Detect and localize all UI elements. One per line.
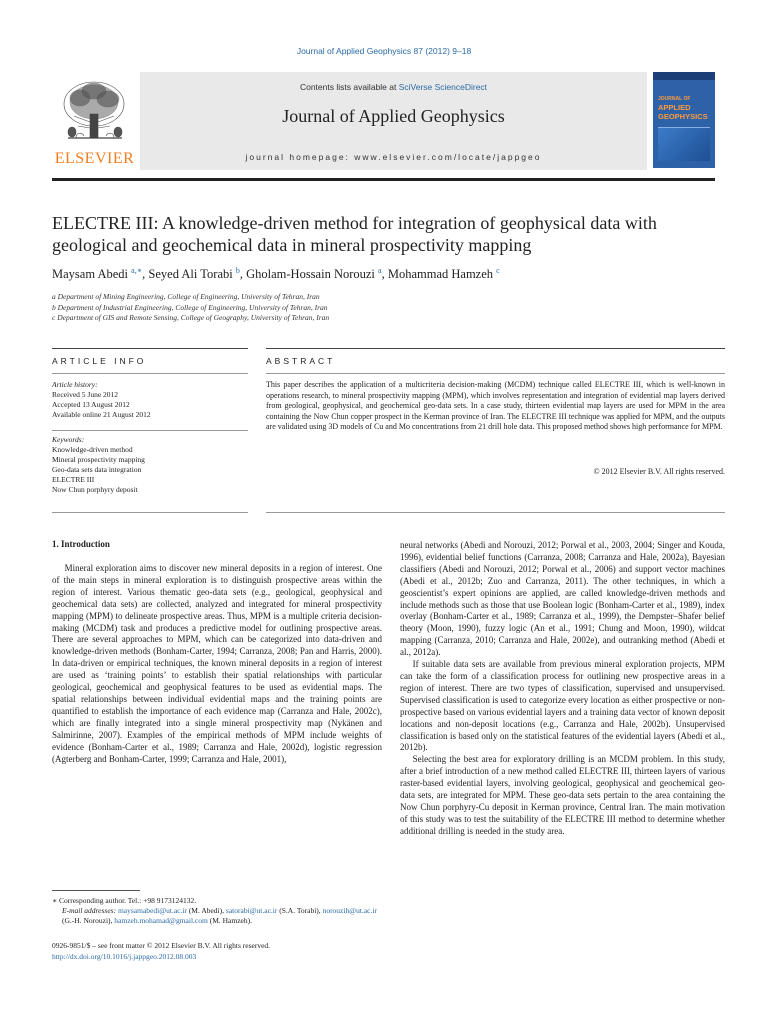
author-name: Maysam Abedi — [52, 267, 129, 282]
footnotes — [52, 896, 382, 926]
body-left-column — [52, 563, 382, 765]
email-link[interactable]: norouzih@ut.ac.ir — [322, 906, 377, 915]
article-info-rule — [52, 348, 248, 349]
email-label: E-mail addresses: — [62, 906, 118, 915]
elsevier-tree-logo — [52, 72, 137, 168]
keywords-label: Keywords: — [52, 435, 85, 444]
affiliations — [52, 292, 715, 324]
author-list — [52, 266, 715, 282]
keywords-divider — [52, 430, 248, 431]
email-link[interactable]: satorabi@ut.ac.ir — [225, 906, 278, 915]
cover-band — [653, 72, 715, 80]
paper-title: ELECTRE III: A knowledge-driven method for integration of geophysical data with geological and geochemical data in mineral prospectivity mapping — [52, 213, 657, 255]
author-name: Gholam-Hossain Norouzi — [246, 267, 375, 282]
keyword: ELECTRE III — [52, 475, 95, 484]
journal-header-box — [140, 72, 647, 170]
author-separator: , — [239, 267, 247, 282]
author-separator: , — [142, 267, 149, 282]
cover-title-line1: JOURNAL OF — [658, 96, 691, 102]
article-info-endrule — [52, 512, 248, 513]
email-link[interactable]: maysamabedi@ut.ac.ir — [117, 906, 187, 915]
affiliation: a Department of Mining Engineering, College of Engineering, University of Tehran, Iran — [52, 292, 320, 301]
email-link[interactable]: hamzeh.mohamad@gmail.com — [114, 916, 208, 925]
abstract-rule — [266, 348, 725, 349]
sciverse-link[interactable]: SciVerse ScienceDirect — [398, 82, 488, 92]
corresponding-author-note: ∗ Corresponding author. Tel.: +98 9173124132. — [52, 896, 197, 905]
keyword: Geo-data sets data integration — [52, 465, 142, 474]
journal-cover — [653, 72, 715, 168]
abstract-subrule — [266, 373, 725, 374]
article-info-subrule — [52, 373, 248, 374]
abstract-heading: ABSTRACT — [266, 356, 336, 366]
email-owner: (M. Hamzeh). — [207, 916, 252, 925]
email-owner: (S.A. Torabi), — [277, 906, 321, 915]
contents-line — [140, 82, 647, 92]
abstract-text: This paper describes the application of a multicriteria decision-making (MCDM) technique called ELECTRE III, which is well-known in operations research, to mineral prospectivity mapping (MPM), which involves representation and integration of evidential map layers derived from geological, geophysical, and geochemical geo-data sets. In a case study, thirteen evidential map layers are used for MPM in the area containing the Now Chun copper prospect in the Kerman province of Iran. The ELECTRE III technique was applied for MPM, and the outputs are validated using 3D models of Cu and Mo concentrations from 21 drill hole data. This proposed method shows high performance for MPM. — [266, 380, 725, 431]
journal-homepage[interactable]: journal homepage: www.elsevier.com/locate/jappgeo — [245, 152, 542, 162]
affiliation: b Department of Industrial Engineering, College of Engineering, University of Tehran, Iran — [52, 302, 328, 312]
history-item: Available online 21 August 2012 — [52, 410, 151, 419]
history-item: Received 5 June 2012 — [52, 390, 119, 399]
cover-artwork — [658, 127, 710, 161]
copyright-notice: © 2012 Elsevier B.V. All rights reserved. — [593, 467, 725, 476]
keyword: Mineral prospectivity mapping — [52, 455, 145, 464]
body-paragraph: Mineral exploration aims to discover new mineral deposits in a region of interest. One of the main steps in mineral exploration is to distinguish prospective areas within the region of interest. Various thematic geo-data sets (e.g., geological, geophysical and geochemical data sets) are collected, analyzed and integrated for mineral prospectivity mapping (MPM) to delineate prospective areas. Thus, MPM is a multiple criteria decision-making (MCDM) task and produces a predictive model for outlining prospective areas. There are several approaches to MPM, which can be categorized into data-driven and knowledge-driven methods (Bonham-Carter, 1994; Carranza, 2008; Pan and Harris, 2000). In data-driven or empirical techniques, the known mineral deposits in a region of interest are used as ‘training points’ to establish their spatial relationships with particular geological, geochemical and geophysical features to be used as evidential maps. The spatial relationships between individual evidential maps and the training points are quantified to establish the importance of each evidence map (Carranza and Hale, 2002c), which are finally integrated into a single mineral prospectivity map (Nykänen and Salmirinne, 2007). Examples of the empirical methods of MPM include weights of evidence (Bonham-Carter et al., 1989; Carranza and Hale, 2002d), logistic regression (Agterberg and Bonham-Carter, 1999; Carranza and Hale, 2001), — [52, 563, 382, 764]
issn-line: 0926-9851/$ – see front matter © 2012 Elsevier B.V. All rights reserved. — [52, 941, 271, 950]
body-paragraph: neural networks (Abedi and Norouzi, 2012; Porwal et al., 2003, 2004; Singer and Kouda, 1996), evidential belief functions (Carranza, 2008; Carranza and Hale, 2002a), Bayesian classifiers (Abedi and Norouzi, 2012; Porwal et al., 2006) and support vector machines (Abedi et al., 2012b; Zuo and Carranza, 2011). The other techniques, in which a geoscientist’s expert opinions are applied, are called knowledge-driven methods and include methods such as those that use Boolean logic (Bonham-Carter et al., 1989), index overlay (Bonham-Carter et al., 1989; Carranza et al., 1999), the Dempster–Shafer belief theory (Moon, 1990), fuzzy logic (An et al., 1991; Chung and Moon, 1990), wildcat mapping (Carranza, 2010; Carranza and Hale, 2002e), and outranking method (Abedi et al., 2012a). — [400, 540, 725, 658]
affiliation: c Department of GIS and Remote Sensing, College of Geography, University of Tehran, Iran — [52, 313, 330, 322]
author-affil-mark[interactable]: a — [378, 266, 382, 275]
email-owner: (M. Abedi), — [186, 906, 226, 915]
author-separator: , — [381, 267, 388, 282]
body-right-column — [400, 540, 725, 838]
keyword: Knowledge-driven method — [52, 445, 133, 454]
history-item: Accepted 13 August 2012 — [52, 400, 130, 409]
footnote-rule — [52, 890, 140, 891]
author-affil-mark[interactable]: c — [496, 266, 500, 275]
journal-citation[interactable]: Journal of Applied Geophysics 87 (2012) 9–18 — [296, 46, 472, 56]
author-affil-mark[interactable]: b — [235, 266, 240, 275]
journal-title: Journal of Applied Geophysics — [282, 106, 505, 126]
contents-prefix: Contents lists available at — [299, 82, 399, 92]
body-paragraph: Selecting the best area for exploratory drilling is an MCDM problem. In this study, after a brief introduction of a new method called ELECTRE III, thirteen layers of various raster-based evidential layers, involving geological, geophysical and geochemical geo-data sets, are integrated for MPM. These geo-data sets pertain to the area containing the Now Chun porphyry-Cu deposit in Kerman province, Central Iran. The main motivation of this study was to test the suitability of the ELECTRE III method to determine whether additional drilling is needed in the study area. — [400, 754, 725, 836]
doi-link[interactable]: http://dx.doi.org/10.1016/j.jappgeo.2012.08.003 — [52, 952, 197, 961]
email-owner: (G.-H. Norouzi), — [62, 916, 115, 925]
cover-title-line3: GEOPHYSICS — [658, 112, 708, 121]
header-rule — [52, 178, 715, 181]
body-paragraph: If suitable data sets are available from previous mineral exploration projects, MPM can take the form of a classification process for outlining new prospective areas in a region of interest. There are two types of classification, supervised and unsupervised. Supervised classification is used to categorize every location as either prospective or non-prospective based on various evidential layers and a training data vector of known deposit locations and non-deposit locations (e.g., Carranza and Hale, 2002b). Unsupervised classification is based only on the statistical features of the evidential layers (Abedi et al., 2012b). — [400, 659, 725, 753]
keyword: Now Chun porphyry deposit — [52, 485, 138, 494]
author-name: Mohammad Hamzeh — [387, 267, 494, 282]
abstract-endrule — [266, 512, 725, 513]
author-name: Seyed Ali Torabi — [148, 267, 233, 282]
article-info-heading: ARTICLE INFO — [52, 356, 147, 366]
email-addresses — [52, 906, 382, 926]
elsevier-wordmark: ELSEVIER — [54, 150, 135, 167]
cover-title-line2: APPLIED — [658, 103, 691, 112]
front-matter — [52, 940, 382, 962]
history-label: Article history: — [52, 380, 98, 389]
author-affil-mark[interactable]: a,∗ — [131, 266, 143, 275]
section-heading: 1. Introduction — [52, 539, 110, 549]
article-info — [52, 380, 248, 495]
